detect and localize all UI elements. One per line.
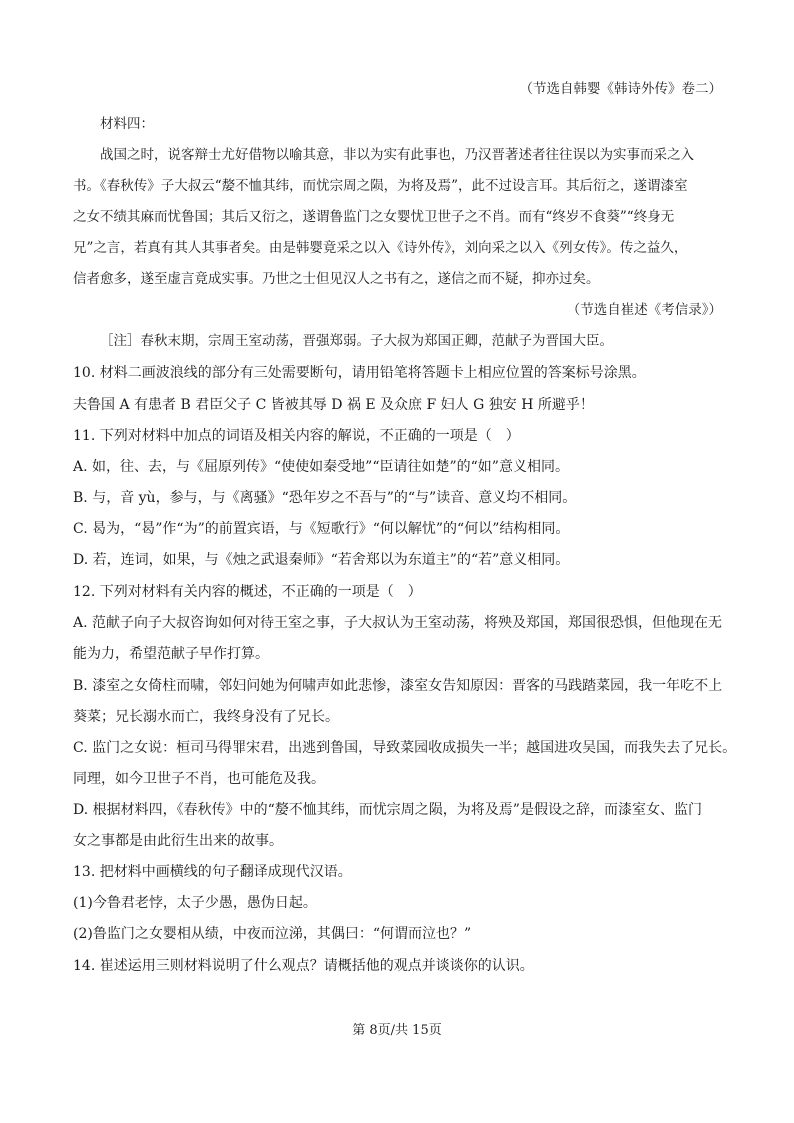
question-11-option-d: D. 若，连词，如果，与《烛之武退秦师》“若舍郑以为东道主”的“若”意义相同。 [73, 552, 570, 568]
question-12-option-b: B. 漆室之女倚柱而啸，邻妇问她为何啸声如此悲惨，漆室女告知原因：晋客的马践踏菜园，我一年吃不上 [73, 678, 723, 694]
material4-line: 兄”之言，若真有其人其事者矣。由是韩婴竟采之以入《诗外传》，刘向采之以入《列女传》。传之益久， [73, 240, 688, 256]
question-12-option-a-cont: 能为力，希望范献子早作打算。 [73, 646, 269, 662]
question-11-stem: 11. 下列对材料中加点的词语及相关内容的解说，不正确的一项是（ ） [73, 428, 520, 444]
material4-heading: 材料四： [100, 116, 154, 132]
question-14-stem: 14. 崔述运用三则材料说明了什么观点？请概括他的观点并谈谈你的认识。 [73, 958, 534, 974]
page-footer: 第 8页/共 15页 [352, 1023, 442, 1038]
question-12-option-c-cont: 同理，如今卫世子不肖，也可能危及我。 [73, 771, 325, 787]
material4-line: 战国之时，说客辩士尤好借物以喻其意，非以为实有此事也，乃汉晋著述者往往误以为实事而采之入 [100, 147, 694, 163]
question-12-stem: 12. 下列对材料有关内容的概述，不正确的一项是（ ） [73, 584, 422, 600]
source-note-2: （节选自崔述《考信录》） [566, 302, 722, 318]
question-10-stem: 10. 材料二画波浪线的部分有三处需要断句，请用铅笔将答题卡上相应位置的答案标号涂黑。 [73, 365, 646, 381]
question-11-option-a: A. 如，往、去，与《屈原列传》“使使如秦受地”“臣请往如楚”的“如”意义相同。 [73, 459, 569, 475]
material4-line: 信者愈多，遂至虚言竟成实事。乃世之士但见汉人之书有之，遂信之而不疑，抑亦过矣。 [73, 271, 600, 287]
question-12-option-a: A. 范献子向子大叔咨询如何对待王室之事，子大叔认为王室动荡，将殃及郑国，郑国很恐惧，但他现在无 [73, 615, 723, 631]
annotation-note: ［注］春秋末期，宗周王室动荡，晋强郑弱。子大叔为郑国正卿，范献子为晋国大臣。 [100, 333, 613, 349]
question-13-stem: 13. 把材料中画横线的句子翻译成现代汉语。 [73, 864, 352, 880]
question-12-option-b-cont: 葵菜；兄长溺水而亡，我终身没有了兄长。 [73, 709, 339, 725]
question-13-item-2: (2)鲁监门之女婴相从绩，中夜而泣涕，其偶曰：“何谓而泣也？” [73, 926, 472, 942]
question-13-item-1: (1)今鲁君老悖，太子少愚，愚伪日起。 [73, 895, 317, 911]
material4-line: 之女不绩其麻而忧鲁国；其后又衍之，遂谓鲁监门之女婴忧卫世子之不肖。而有“终岁不食葵”“终身无 [73, 209, 675, 225]
question-12-option-d: D. 根据材料四，《春秋传》中的“嫠不恤其纬，而忧宗周之陨，为将及焉”是假设之辞，而漆室女、监门 [73, 802, 702, 818]
question-11-option-c: C. 曷为，“曷”作“为”的前置宾语，与《短歌行》“何以解忧”的“何以”结构相同。 [73, 521, 570, 537]
material4-line: 书。《春秋传》子大叔云“嫠不恤其纬，而忧宗周之陨，为将及焉”，此不过设言耳。其后衍之，遂谓漆室 [73, 178, 688, 194]
source-note-1: （节选自韩婴《韩诗外传》卷二） [519, 81, 722, 97]
question-10-text: 夫鲁国 A 有患者 B 君臣父子 C 皆被其辱 D 祸 E 及众庶 F 妇人 G 独安 H 所避乎！ [73, 397, 594, 413]
question-12-option-c: C. 监门之女说：桓司马得罪宋君，出逃到鲁国，导致菜园收成损失一半；越国进攻吴国，而我失去了兄长。 [73, 740, 737, 756]
question-11-option-b: B. 与，音 yù，参与，与《离骚》“恐年岁之不吾与”的“与”读音、意义均不相同。 [73, 490, 577, 506]
question-12-option-d-cont: 女之事都是由此衍生出来的故事。 [73, 833, 283, 849]
